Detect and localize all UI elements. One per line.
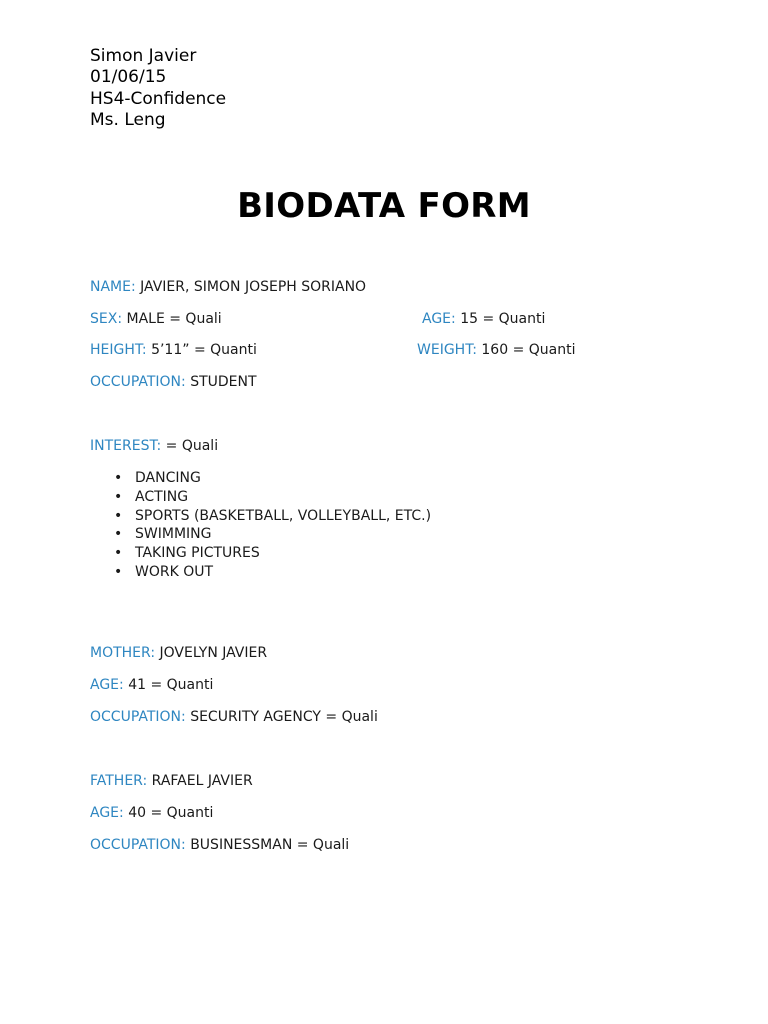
father-label: FATHER: <box>90 773 148 789</box>
name-label: NAME: <box>90 279 136 295</box>
mother-occupation-label: OCCUPATION: <box>90 709 186 725</box>
father-age-value: 40 = Quanti <box>128 805 214 821</box>
mother-occupation-field <box>90 708 378 726</box>
mother-value: JOVELYN JAVIER <box>159 645 268 661</box>
interest-item: TAKING PICTURES <box>135 545 260 562</box>
bullet-icon: • <box>114 545 123 562</box>
mother-age-value: 41 = Quanti <box>128 677 214 693</box>
sex-value: MALE = Quali <box>126 311 222 327</box>
interest-list <box>90 469 431 582</box>
age-field <box>422 310 545 328</box>
interest-item: DANCING <box>135 470 201 486</box>
list-item <box>90 469 431 488</box>
occupation-field <box>90 373 257 391</box>
father-occupation-label: OCCUPATION: <box>90 837 186 853</box>
mother-age-label: AGE: <box>90 677 124 693</box>
name-value: JAVIER, SIMON JOSEPH SORIANO <box>140 279 367 295</box>
mother-name-field <box>90 644 267 662</box>
father-occupation-field <box>90 836 349 854</box>
occupation-value: STUDENT <box>190 374 257 390</box>
father-name-field <box>90 772 253 790</box>
page-title: BIODATA FORM <box>237 186 531 226</box>
list-item <box>90 563 431 582</box>
list-item <box>90 525 431 544</box>
student-name: Simon Javier <box>90 46 197 66</box>
occupation-label: OCCUPATION: <box>90 374 186 390</box>
mother-age-field <box>90 676 213 694</box>
height-value: 5’11” = Quanti <box>151 342 257 358</box>
weight-label: WEIGHT: <box>417 342 477 358</box>
weight-field <box>417 341 575 359</box>
bullet-icon: • <box>114 507 123 524</box>
father-value: RAFAEL JAVIER <box>151 773 253 789</box>
interest-item: SWIMMING <box>135 526 212 543</box>
interest-value: = Quali <box>165 438 219 454</box>
document-date: 01/06/15 <box>90 67 167 88</box>
height-field <box>90 341 257 359</box>
class-section: HS4-Confidence <box>90 88 227 109</box>
father-age-field <box>90 804 213 822</box>
list-item <box>90 544 431 563</box>
interest-item: WORK OUT <box>135 563 214 580</box>
sex-field <box>90 310 222 328</box>
height-label: HEIGHT: <box>90 342 147 358</box>
mother-label: MOTHER: <box>90 645 156 661</box>
father-age-label: AGE: <box>90 805 124 821</box>
name-field <box>90 278 366 296</box>
age-value: 15 = Quanti <box>460 311 546 327</box>
bullet-icon: • <box>114 488 123 505</box>
age-label: AGE: <box>422 311 456 327</box>
bullet-icon: • <box>114 526 123 543</box>
list-item <box>90 507 431 526</box>
interest-item: SPORTS (BASKETBALL, VOLLEYBALL, ETC.) <box>135 507 432 524</box>
sex-label: SEX: <box>90 311 123 327</box>
bullet-icon: • <box>114 563 123 580</box>
header-block <box>90 46 226 131</box>
interest-item: ACTING <box>135 488 189 505</box>
father-occupation-value: BUSINESSMAN = Quali <box>190 837 350 853</box>
interest-field <box>90 437 218 455</box>
teacher-name: Ms. Leng <box>90 109 166 130</box>
list-item <box>90 488 431 507</box>
interest-label: INTEREST: <box>90 438 162 454</box>
weight-value: 160 = Quanti <box>481 342 576 358</box>
bullet-icon: • <box>114 470 123 486</box>
mother-occupation-value: SECURITY AGENCY = Quali <box>190 709 378 725</box>
